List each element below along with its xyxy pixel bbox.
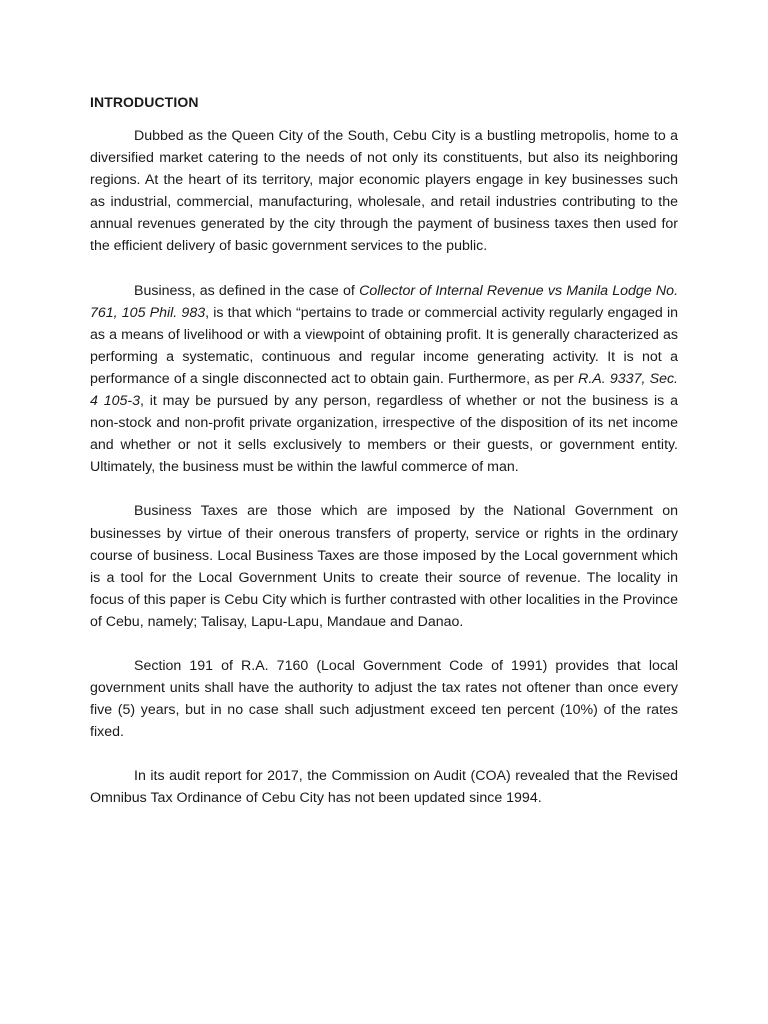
document-page (90, 93, 678, 832)
paragraph-text: , it may be pursued by any person, regardless of whether or not the business is a non-stock and non-profit private organization, irrespective of the disposition of its net income and whether or not it sells exclusively to members or their guests, or government entity. Ultimately, the business must be within the lawful commerce of man. (90, 393, 678, 476)
paragraph-coa-audit: In its audit report for 2017, the Commission on Audit (COA) revealed that the Revised Omnibus Tax Ordinance of Cebu City has not been updated since 1994. (90, 768, 678, 807)
section-heading: INTRODUCTION (90, 94, 199, 110)
paragraph-text: Business, as defined in the case of (134, 282, 360, 299)
paragraph-text: , is that which “pertains to trade or commercial activity regularly engaged in as a means of livelihood or with a viewpoint of obtaining profit. It is generally characterized as performing a systematic, continuous and regular income generating activity. It is not a performance of a single disconnected act to obtain gain. Furthermore, as per (90, 304, 678, 387)
paragraph-business-taxes: Business Taxes are those which are imposed by the National Government on businesses by virtue of their onerous transfers of property, service or rights in the ordinary course of business. Local Business Taxes are those imposed by the Local government which is a tool for the Local Government Units to create their source of revenue. The locality in focus of this paper is Cebu City which is further contrasted with other localities in the Province of Cebu, namely; Talisay, Lapu-Lapu, Mandaue and Danao. (90, 503, 678, 630)
paragraph-business-definition (90, 280, 678, 479)
case-citation: Collector of Internal Revenue vs Manila Lodge No. 761, 105 Phil. 983 (90, 282, 679, 321)
law-citation: R.A. 9337, Sec. 4 105-3 (90, 370, 678, 410)
paragraph-intro: Dubbed as the Queen City of the South, Cebu City is a bustling metropolis, home to a diversified market catering to the needs of not only its constituents, but also its neighboring regions. At the heart of its territory, major economic players engage in key businesses such as industrial, commercial, manufacturing, wholesale, and retail industries contributing to the annual revenues generated by the city through the payment of business taxes then used for the efficient delivery of basic government services to the public. (90, 128, 678, 255)
paragraph-section-191: Section 191 of R.A. 7160 (Local Government Code of 1991) provides that local government units shall have the authority to adjust the tax rates not oftener than once every five (5) years, but in no case shall such adjustment exceed ten percent (10%) of the rates fixed. (90, 657, 678, 741)
